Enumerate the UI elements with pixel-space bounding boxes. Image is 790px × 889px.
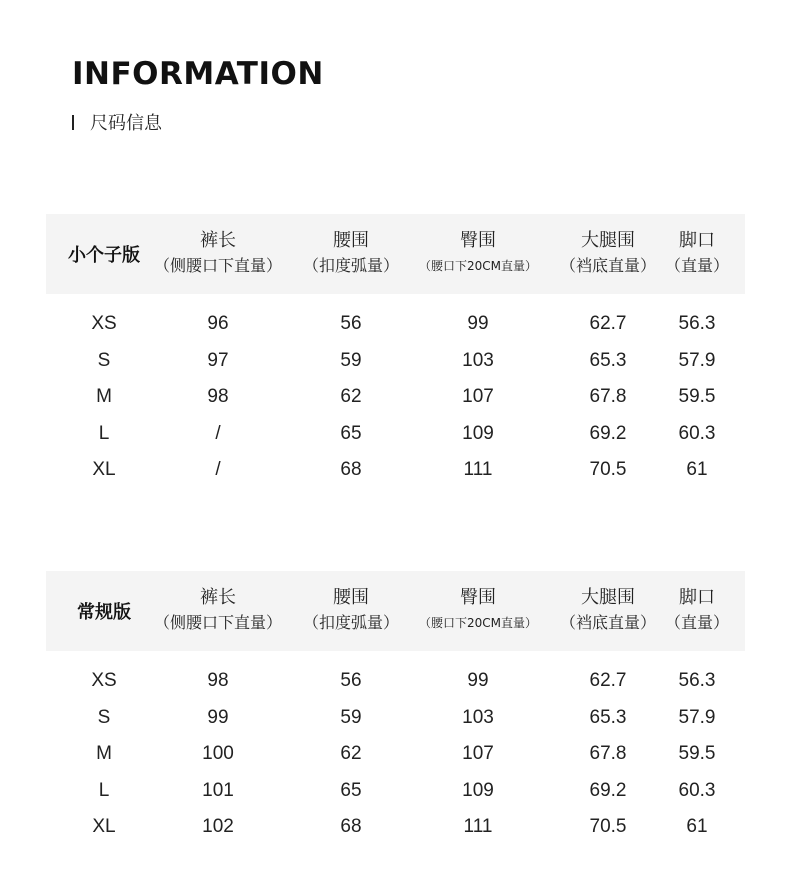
value-cell: 65.3: [589, 349, 627, 371]
table-row: [46, 452, 745, 489]
size-cell: XL: [92, 816, 116, 837]
size-cell: M: [96, 743, 112, 764]
value-cell: 99: [207, 706, 229, 728]
value-cell: 56: [340, 670, 362, 691]
header-hem: [665, 214, 729, 294]
value-cell: 56.3: [678, 313, 716, 334]
value-cell: 62.7: [589, 670, 627, 691]
value-cell: 70.5: [589, 816, 627, 837]
group-label: 小个子版: [68, 245, 140, 266]
value-cell: 59: [340, 349, 362, 371]
header-sub: （裆底直量）: [559, 613, 657, 632]
header-main: 大腿围: [580, 230, 635, 251]
value-cell: 102: [202, 816, 234, 837]
value-cell: 99: [467, 670, 489, 691]
value-cell: 69.2: [589, 422, 627, 444]
header-sub: （侧腰口下直量）: [153, 256, 283, 275]
table-row: [46, 736, 745, 773]
value-cell: 62.7: [589, 313, 627, 334]
size-cell: XS: [91, 670, 117, 691]
group-label-cell: [77, 571, 131, 651]
header-sub: （腰口下20CM直量）: [418, 259, 538, 273]
value-cell: 61: [686, 816, 708, 837]
value-cell: 65: [340, 422, 362, 444]
size-cell: S: [97, 706, 111, 728]
table-body: [46, 663, 745, 846]
header-main: 腰围: [332, 230, 369, 251]
subtitle-label: 尺码信息: [90, 113, 162, 134]
group-label: 常规版: [77, 602, 131, 623]
table-header: [46, 214, 745, 294]
value-cell: 109: [462, 422, 494, 444]
value-cell: 62: [340, 386, 362, 407]
value-cell: 65: [340, 779, 362, 801]
header-thigh: [560, 214, 656, 294]
value-cell: 59: [340, 706, 362, 728]
header-waist: [303, 571, 399, 651]
header-sub: （腰口下20CM直量）: [418, 616, 538, 630]
value-cell: 98: [207, 386, 229, 407]
header-hem: [665, 571, 729, 651]
size-cell: S: [97, 349, 111, 371]
table-header: [46, 571, 745, 651]
value-cell: 107: [462, 386, 494, 407]
header-thigh: [560, 571, 656, 651]
header-main: 脚口: [678, 587, 715, 608]
value-cell: 103: [462, 706, 494, 728]
group-label-cell: [68, 214, 140, 294]
header-main: 裤长: [199, 230, 236, 251]
value-cell: 60.3: [678, 422, 716, 444]
value-cell: 57.9: [678, 349, 716, 371]
size-cell: M: [96, 386, 112, 407]
value-cell: 61: [686, 459, 708, 480]
value-cell: 101: [202, 779, 234, 801]
value-cell: 57.9: [678, 706, 716, 728]
value-cell: 99: [467, 313, 489, 334]
value-cell: 97: [207, 349, 229, 371]
table-row: [46, 700, 745, 737]
section-subtitle: [72, 109, 162, 135]
value-cell: 69.2: [589, 779, 627, 801]
header-sub: （裆底直量）: [559, 256, 657, 275]
value-cell: 67.8: [589, 743, 627, 764]
value-cell: 107: [462, 743, 494, 764]
value-cell: 62: [340, 743, 362, 764]
value-cell: 96: [207, 313, 229, 334]
header-main: 大腿围: [580, 587, 635, 608]
header-sub: （直量）: [664, 613, 730, 632]
header-pants-length: [154, 214, 282, 294]
value-cell: 68: [340, 459, 362, 480]
table-row: [46, 306, 745, 343]
value-cell: 100: [202, 743, 234, 764]
value-cell: 56.3: [678, 670, 716, 691]
header-sub: （扣度弧量）: [302, 613, 400, 632]
header-main: 腰围: [332, 587, 369, 608]
header-main: 脚口: [678, 230, 715, 251]
value-cell: 59.5: [678, 386, 716, 407]
header-hip: [419, 571, 537, 651]
header-pants-length: [154, 571, 282, 651]
header-waist: [303, 214, 399, 294]
value-cell: 59.5: [678, 743, 716, 764]
table-row: [46, 343, 745, 380]
value-cell: 103: [462, 349, 494, 371]
value-cell: 109: [462, 779, 494, 801]
table-row: [46, 416, 745, 453]
header-main: 裤长: [199, 587, 236, 608]
value-cell: 111: [463, 459, 493, 480]
size-table-regular: [46, 571, 745, 846]
table-body: [46, 306, 745, 489]
header-hip: [419, 214, 537, 294]
size-cell: L: [98, 422, 110, 444]
page-title: INFORMATION: [72, 56, 324, 92]
header-sub: （扣度弧量）: [302, 256, 400, 275]
value-cell: /: [215, 422, 221, 444]
header-sub: （直量）: [664, 256, 730, 275]
size-cell: L: [98, 779, 110, 801]
size-cell: XL: [92, 459, 116, 480]
header-main: 臀围: [459, 587, 496, 608]
header-main: 臀围: [459, 230, 496, 251]
value-cell: /: [215, 459, 221, 480]
value-cell: 67.8: [589, 386, 627, 407]
table-row: [46, 773, 745, 810]
table-row: [46, 379, 745, 416]
header-sub: （侧腰口下直量）: [153, 613, 283, 632]
value-cell: 60.3: [678, 779, 716, 801]
value-cell: 111: [463, 816, 493, 837]
size-cell: XS: [91, 313, 117, 334]
value-cell: 68: [340, 816, 362, 837]
value-cell: 56: [340, 313, 362, 334]
value-cell: 70.5: [589, 459, 627, 480]
table-row: [46, 663, 745, 700]
table-row: [46, 809, 745, 846]
value-cell: 65.3: [589, 706, 627, 728]
value-cell: 98: [207, 670, 229, 691]
subtitle-bar: [72, 115, 74, 130]
size-table-petite: [46, 214, 745, 489]
